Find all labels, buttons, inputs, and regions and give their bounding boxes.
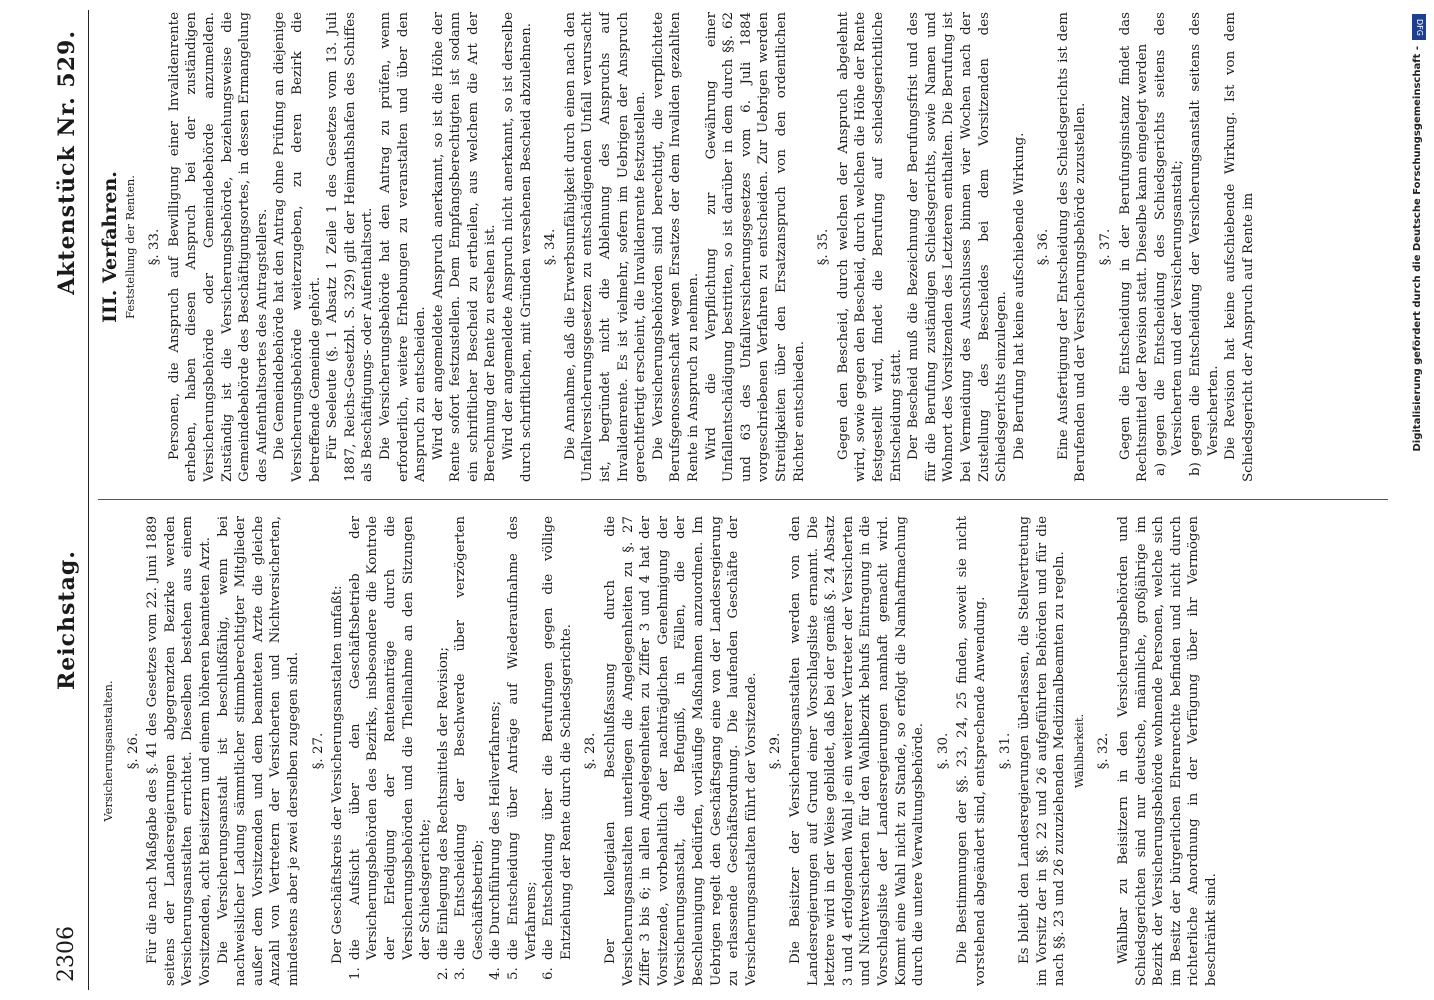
section-heading: §. 31. (997, 732, 1013, 770)
list-item (347, 516, 435, 986)
dfg-logo-icon: DFG (1412, 14, 1426, 40)
paragraph: Wird der angemeldete Anspruch nicht anerkannt, so ist derselbe durch schriftlichen, mit Gründen versehenen Bescheid abzulehnen. (501, 12, 534, 482)
list-item-number: 4. (488, 967, 504, 980)
page-number: 2306 (54, 926, 79, 982)
list-item-text: die Entscheidung über die Berufungen gegen die völlige Entziehung der Rente durch die Schiedsgerichte. (541, 516, 574, 960)
chapter-heading: III. Verfahren. (99, 171, 121, 323)
paragraph: Eine Ausfertigung der Entscheidung des Schiedsgerichts ist dem Berufenden und der Versicherungsbehörde zuzustellen. (1055, 12, 1089, 482)
paragraph: Der Bescheid muß die Bezeichnung der Berufungsfrist und des für die Berufung zuständigen Schiedsgerichts, sowie Namen und Wohnort des Vorsitzenden des Letzteren enthalten. Die Berufung ist bei Vermeidung des Ausschlusses binnen vier Wochen nach der Zustellung des Bescheides bei dem Vorsitzenden des Schiedsgerichts einzulegen. (906, 12, 1010, 482)
column-divider (98, 499, 1388, 500)
list-item-text: gegen die Entscheidung der Versicherungsanstalt seitens des Versicherten. (1188, 12, 1221, 456)
paragraph: Es bleibt den Landesregierungen überlassen, die Stellvertretung im Vorsitz der in §§. 22 und 26 aufgeführten Behörden und für die nach §§. 23 und 26 zuzuziehenden Medizinalbeamten zu regeln. (1017, 516, 1068, 986)
paragraph: Die Gemeindebehörde hat den Antrag ohne Prüfung an diejenige Versicherungsbehörde weiterzugeben, zu deren Bezirk die betreffende Gemeinde gehört. (272, 12, 323, 482)
section-heading: §. 37. (1098, 228, 1114, 266)
running-title-right: Aktenstück Nr. 529. (54, 30, 80, 295)
list-item-text: die Entscheidung der Beschwerde über verzögerten Geschäftsbetrieb; (453, 516, 486, 960)
digitization-margin (1410, 6, 1430, 996)
paragraph: Gegen den Bescheid, durch welchen der Anspruch abgelehnt wird, sowie gegen den Bescheid, durch welchen die Höhe der Rente festgestellt wird, findet die Berufung auf schiedsgerichtliche Entscheidung statt. (835, 12, 904, 482)
paragraph: Der Geschäftskreis der Versicherungsanstalten umfaßt: (330, 585, 346, 964)
section-heading: §. 26. (125, 732, 141, 770)
list-item (1187, 12, 1222, 482)
subheading: Feststellung der Renten. (122, 175, 137, 319)
list-item-text: die Aufsicht über den Geschäftsbetrieb der Versicherungsbehörden des Bezirks, insbesondere die Kontrole der Erledigung der Rentenanträge durch die Versicherungsbehörden und die Theilnahme an den Sitzungen der Schiedsgerichte; (347, 516, 434, 960)
right-text-column (98, 12, 1398, 482)
paragraph: Für die nach Maßgabe des §. 41 des Gesetzes vom 22. Juni 1889 seitens der Landesregierungen abgegrenzten Bezirke werden Versicherungsanstalten errichtet. Dieselben bestehen aus einem Vorsitzenden, acht Beisitzern und einem höheren beamteten Arzt. (145, 516, 213, 986)
subheading: Versicherungsanstalten. (101, 680, 115, 822)
section-heading: §. 27. (310, 732, 326, 770)
section-heading: §. 29. (768, 732, 784, 770)
header-rule (88, 10, 89, 990)
running-head (50, 10, 84, 990)
list-item-number: 3. (453, 967, 469, 980)
paragraph: Wird die Verpflichtung zur Gewährung einer Unfallentschädigung bestritten, so ist darüber in dem durch §§. 62 und 63 des Unfallversicherungsgesetzes vom 6. Juli 1884 vorgeschriebenen Verfahren zu entscheiden. Zur Uebrigen werden Streitigkeiten über den Ersatzanspruch von den ordentlichen Richter entschieden. (703, 12, 807, 482)
list-item-text: die Einlegung des Rechtsmittels der Revision; (435, 646, 451, 960)
paragraph: Die Revision hat keine aufschiebende Wirkung. Ist von dem Schiedsgericht der Anspruch auf Rente im (1223, 12, 1256, 482)
list-item-number: 5. (506, 967, 522, 980)
section-heading: §. 35. (816, 228, 832, 266)
paragraph: Die Versicherungsanstalt ist beschlußfähig, wenn bei nachweislicher Ladung sämmtlicher stimmberechtigter Mitglieder außer dem Vorsitzenden und dem beamteten Arzte die gleiche Anzahl von Vertretern der Versicherten und Nichtversicherten, mindestens aber je zwei derselben zugegen sind. (215, 516, 301, 986)
rotated-document-page (50, 10, 1410, 990)
running-title-center: Reichstag. (54, 550, 80, 690)
paragraph: Die Versicherungsbehörden sind berechtigt, die verpflichtete Berufsgenossenschaft wegen Ersatzes der dem Invaliden gezahlten Rente in Anspruch zu nehmen. (650, 12, 701, 482)
list-item (540, 516, 575, 986)
paragraph: Personen, die Anspruch auf Bewilligung einer Invalidenrente erheben, haben diesen Anspruch bei der zuständigen Versicherungsbehörde oder Gemeindebehörde anzumelden. Zuständig ist die Versicherungsbehörde, beziehungsweise die Gemeindebehörde des Beschäftigungsortes, in dessen Ermangelung des Aufenthaltsortes des Antragstellers. (166, 12, 270, 482)
list-item-number: 6. (541, 967, 557, 980)
section-heading: §. 30. (935, 732, 951, 770)
list-item-text: die Durchführung des Heilverfahrens; (488, 700, 504, 960)
subheading: Wählbarkeit. (1071, 713, 1086, 789)
digitization-note: Digitalisierung gefördert durch die Deutsche Forschungsgemeinschaft - (1412, 46, 1423, 452)
list-item (487, 516, 505, 986)
list-item (452, 516, 487, 986)
section-heading: §. 34. (543, 228, 559, 266)
paragraph: Die Beisitzer der Versicherungsanstalten werden von den Landesregierungen auf Grund einer Vorschlagsliste ernannt. Die letztere wird in der Weise gebildet, daß bei der gemäß §. 24 Absatz 3 und 4 erfolgenden Wahl je ein weiterer Vertreter der Versicherten und Nichtversicherten für den Wahlbezirk behufs Eintragung in die Vorschlagsliste der Landesregierungen namhaft gemacht wird. Kommt eine Wahl nicht zu Stande, so erfolgt die Namhaftmachung durch die untere Verwaltungsbehörde. (787, 516, 927, 986)
list-item-text: die Entscheidung über Anträge auf Wiederaufnahme des Verfahrens; (506, 516, 539, 960)
list-item-number: b) (1188, 462, 1204, 476)
paragraph: Die Versicherungsbehörde hat den Antrag zu prüfen, wenn erforderlich, weitere Erhebungen zu veranstalten und über den Anspruch zu entscheiden. (377, 12, 429, 482)
paragraph: Die Bestimmungen der §§. 23, 24, 25 finden, soweit sie nicht vorstehend abgeändert sind, entsprechende Anwendung. (955, 516, 988, 986)
list-item-number: 2. (435, 967, 451, 980)
list-item (505, 516, 540, 986)
left-text-column (98, 516, 1398, 986)
section-heading: §. 32. (1096, 732, 1112, 770)
paragraph: Wird der angemeldete Anspruch anerkannt, so ist die Höhe der Rente sofort festzustellen. Dem Empfangsberechtigten ist sodann ein schriftlicher Bescheid zu ertheilen, aus welchem die Art der Berechnung der Rente zu ersehen ist. (430, 12, 499, 482)
list-item-text: gegen die Entscheidung des Schiedsgerichts seitens des Versicherten und der Versicherungsanstalt; (1152, 12, 1186, 456)
paragraph: Die Annahme, daß die Erwerbsunfähigkeit durch einen nach den Unfallversicherungsgesetzen zu entschädigenden Unfall verursacht ist, begründet nicht die Ablehnung des Anspruchs auf Invalidenrente. Es ist vielmehr, sofern im Uebrigen der Anspruch gerechtfertigt erscheint, die Invalidenrente festzustellen. (562, 12, 649, 482)
section-heading: §. 36. (1036, 228, 1052, 266)
section-heading: §. 28. (583, 732, 599, 770)
list-item-number: 1. (347, 967, 363, 980)
list-item-number: a) (1152, 462, 1168, 476)
paragraph: Für Seeleute (§. 1 Absatz 1 Zeile 1 des Gesetzes vom 13. Juli 1887, Reichs-Gesetzbl. S. 329) gilt der Heimathshafen des Schiffes als Beschäftigungs- oder Aufenthaltsort. (325, 12, 376, 482)
paragraph: Wählbar zu Beisitzern in den Versicherungsbehörden und Schiedsgerichten sind nur deutsche, männliche, großjährige im Bezirk der Versicherungsbehörde wohnende Personen, welche sich im Besitz der bürgerlichen Ehrenrechte befinden und nicht durch richterliche Anordnung in der Verfügung über ihr Vermögen beschränkt sind. (1116, 516, 1220, 986)
list-item (1152, 12, 1187, 482)
section-heading: §. 33. (147, 228, 163, 266)
list-item (435, 516, 453, 986)
paragraph: Gegen die Entscheidung in der Berufungsinstanz findet das Rechtsmittel der Revision statt. Dieselbe kann eingelegt werden (1117, 12, 1151, 482)
paragraph: Der kollegialen Beschlußfassung durch die Versicherungsanstalten unterliegen die Angelegenheiten zu §. 27 Ziffer 3 bis 6; in allen Angelegenheiten zu Ziffer 3 und 4 hat der Vorsitzende, vorbehaltlich der nachträglichen Genehmigung der Versicherungsanstalt, die Befugniß, in Fällen, die der Beschleunigung bedürfen, vorläufige Maßnahmen anzuordnen. Im Uebrigen regelt den Geschäftsgang eine von der Landesregierung zu erlassende Geschäftsordnung. Die laufenden Geschäfte der Versicherungsanstalten führt der Vorsitzende. (603, 516, 759, 986)
paragraph: Die Berufung hat keine aufschiebende Wirkung. (1011, 132, 1027, 460)
